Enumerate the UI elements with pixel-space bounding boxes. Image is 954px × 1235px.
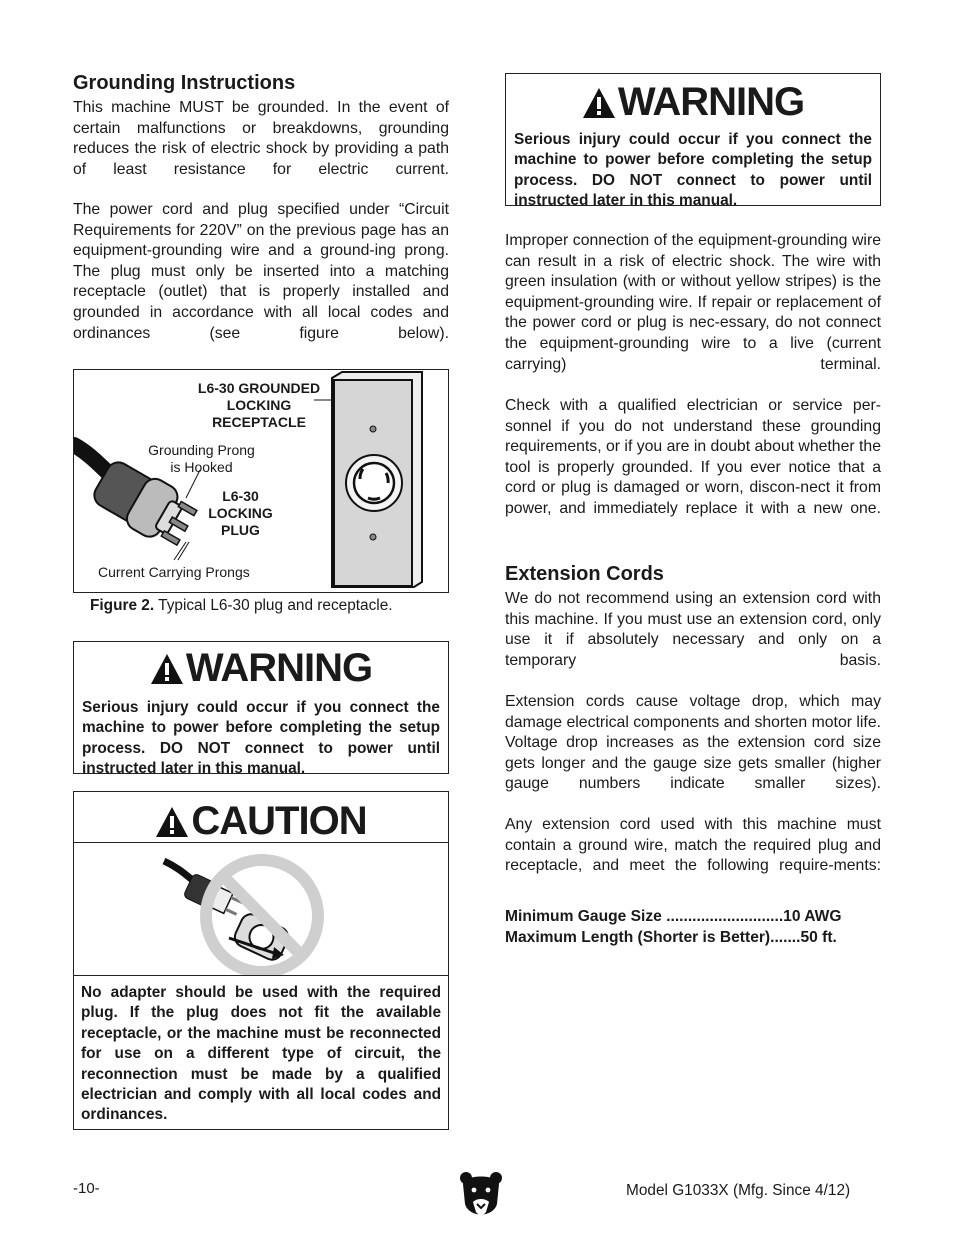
spec-min-gauge xyxy=(505,907,881,928)
no-adapter-icon xyxy=(74,843,447,975)
caution-box xyxy=(73,791,449,1130)
plug-label-line-1: L6-30 xyxy=(222,488,259,504)
extension-paragraph-3: Any extension cord used with this machine must contain a ground wire, match the required plug and receptacle, and meet the following require-ments: xyxy=(505,816,881,875)
caution-heading xyxy=(74,792,448,843)
spec-max-length xyxy=(505,928,881,949)
warning-box-right xyxy=(505,73,881,210)
model-footer: Model G1033X (Mfg. Since 4/12) xyxy=(626,1182,851,1199)
receptacle-label xyxy=(189,380,329,431)
warning-box-left xyxy=(73,641,449,778)
bear-logo-icon xyxy=(459,1170,503,1227)
figure-caption-text: Typical L6-30 plug and receptacle. xyxy=(154,597,393,614)
warning-heading-left xyxy=(82,648,440,692)
warning-heading-text-right: WARNING xyxy=(617,80,805,124)
figure-box xyxy=(73,369,449,593)
receptacle-label-line-2: LOCKING xyxy=(226,397,292,413)
caution-illustration xyxy=(74,843,448,976)
receptacle-label-line-3: RECEPTACLE xyxy=(212,414,306,430)
receptacle-label-line-1: L6-30 GROUNDED xyxy=(197,380,321,396)
caution-triangle-icon xyxy=(155,805,189,845)
spec-min-gauge-label: Minimum Gauge Size xyxy=(505,908,662,925)
page-number: -10- xyxy=(73,1180,100,1197)
grounding-prong-label xyxy=(134,442,269,476)
warning-triangle-icon xyxy=(582,86,616,126)
extension-paragraph-2: Extension cords cause voltage drop, which may damage electrical components and shorten motor life. Voltage drop increases as the extension cord size gets longer and the gauge size gets smaller (higher gauge numbers indicate smaller sizes). xyxy=(505,693,881,793)
warning-text-left: Serious injury could occur if you connect the machine to power before completing the setup process. DO NOT connect to power until instructed later in this manual. xyxy=(82,699,440,778)
spec-min-gauge-value: 10 AWG xyxy=(783,908,842,925)
spec-max-length-label: Maximum Length (Shorter is Better) xyxy=(505,929,771,946)
plug-label-line-2: LOCKING xyxy=(208,505,273,521)
caution-text: No adapter should be used with the required plug. If the plug does not fit the available receptacle, or the machine must be reconnected for use on a different type of circuit, the reconnection must be made by a qualified electrician and comply with all local codes and ordinances. xyxy=(81,984,441,1124)
plug-label-line-3: PLUG xyxy=(221,522,260,538)
figure-caption-number: Figure 2. xyxy=(90,597,155,614)
extension-cords-title: Extension Cords xyxy=(505,563,664,585)
electrician-paragraph: Check with a qualified electrician or service per-sonnel if you do not understand these grounding requirements, or if you are in doubt about whether the tool is properly grounded. If you ever notice that a cord or plug is damaged or worn, discon-nect it from power, and immediately replace it with a new one. xyxy=(505,397,881,517)
figure-caption xyxy=(90,597,393,615)
caution-heading-text: CAUTION xyxy=(191,799,367,843)
warning-text-right: Serious injury could occur if you connect the machine to power before completing the setup process. DO NOT connect to power until instructed later in this manual. xyxy=(514,131,872,210)
warning-triangle-icon xyxy=(150,652,184,692)
grounding-paragraph-1: This machine MUST be grounded. In the event of certain malfunctions or breakdowns, grounding reduces the risk of electric shock by providing a path of least resistance for electric current. xyxy=(73,99,449,178)
spec-max-length-value: 50 ft. xyxy=(800,929,837,946)
plug-label xyxy=(198,488,283,539)
grounding-title: Grounding Instructions xyxy=(73,72,296,94)
spec-min-gauge-leader: ........................... xyxy=(666,908,784,925)
grounding-paragraph-2: The power cord and plug specified under “Circuit Requirements for 220V” on the previous page has an equipment-grounding wire and a ground-ing prong. The plug must only be inserted into a matching receptacle (outlet) that is properly installed and grounded in accordance with all local codes and ordinances (see figure below). xyxy=(73,201,449,342)
grounding-prong-label-line-2: is Hooked xyxy=(170,459,233,475)
current-prongs-label: Current Carrying Prongs xyxy=(98,564,250,580)
spec-max-length-leader: ....... xyxy=(770,929,801,946)
grounding-prong-label-line-1: Grounding Prong xyxy=(148,442,255,458)
extension-paragraph-1: We do not recommend using an extension cord with this machine. If you must use an extension cord, only use it if absolutely necessary and only on a temporary basis. xyxy=(505,590,881,669)
warning-heading-text-left: WARNING xyxy=(185,646,373,690)
warning-heading-right xyxy=(514,82,872,126)
wiring-paragraph: Improper connection of the equipment-grounding wire can result in a risk of electric shock. The wire with green insulation (with or without yellow stripes) is the equipment-grounding wire. If repair or replacement of the power cord or plug is nec-essary, do not connect the equipment-grounding wire to a live (current carrying) terminal. xyxy=(505,232,881,373)
